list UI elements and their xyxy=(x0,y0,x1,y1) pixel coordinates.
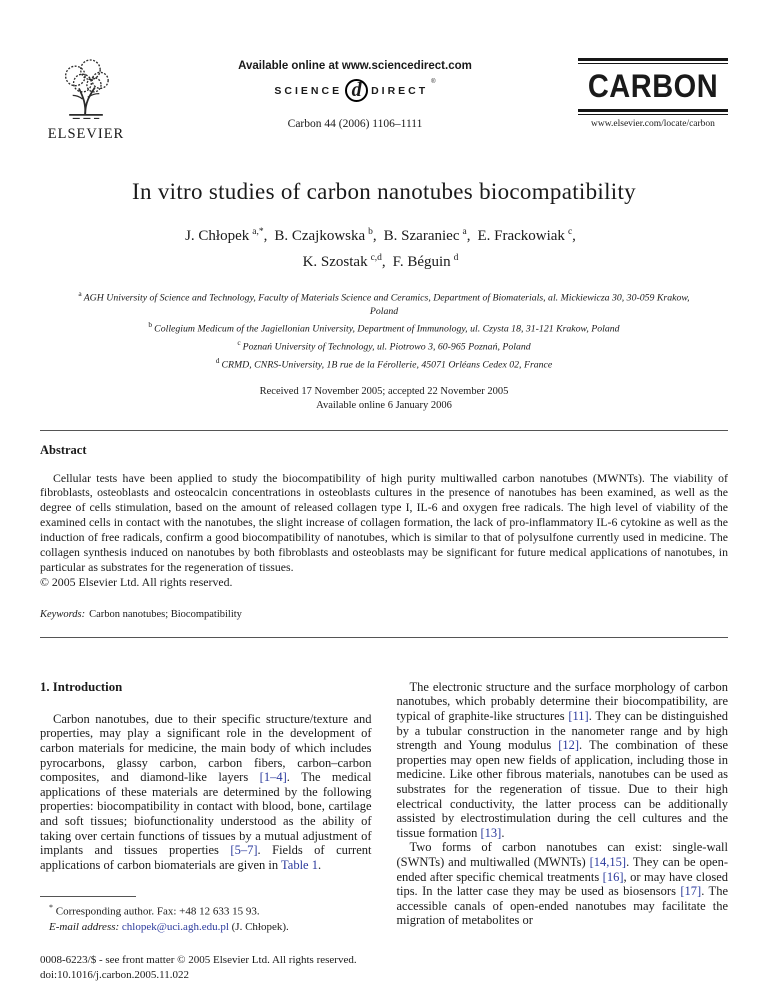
intro-paragraph-3 xyxy=(397,840,729,928)
author: F. Béguin $^d$ xyxy=(392,253,459,270)
affiliation-a: $^a$ AGH University of Science and Technology, Faculty of Materials Science and Ceramics, Department of Biomaterials, al. Mickiewicza 30, 30-059 Krakow, Poland xyxy=(78,289,690,317)
body-columns xyxy=(40,680,728,983)
article-title: In vitro studies of carbon nanotubes biocompatibility xyxy=(132,179,636,204)
journal-url: www.elsevier.com/locate/carbon xyxy=(591,119,715,129)
author: B. Czajkowska $^b$, xyxy=(274,227,377,244)
citation-link[interactable]: Table 1 xyxy=(281,857,318,872)
intro-paragraph-1 xyxy=(40,712,372,873)
elsevier-tree-icon xyxy=(55,58,117,124)
citation-link[interactable]: [5–7] xyxy=(230,843,258,858)
abstract-heading: Abstract xyxy=(40,442,87,457)
author-list xyxy=(40,221,728,273)
section-divider xyxy=(40,430,728,431)
corresponding-author-footnote xyxy=(40,896,372,934)
citation-link[interactable]: [12] xyxy=(558,738,580,753)
available-online-date: Available online 6 January 2006 xyxy=(316,399,452,411)
author: B. Szaraniec $^a$, xyxy=(383,227,471,244)
carbon-journal-logo xyxy=(578,58,728,129)
journal-header xyxy=(40,58,728,143)
abstract-text: Cellular tests have been applied to study the biocompatibility of high purity multiwalled carbon nanotubes (MWNTs). The viability of fibroblasts, osteoblasts and osteocalcin concentrations in osteoblasts cultures in the presence of nanotubes has been examined, as well as the degree of cells stimulation, based on the amount of released collagen type I, IL-6 and oxygen free radicals. The high level of viability of the examined cells in contact with the nanotubes, the slight increase of collagen formation, the lack of pro-inflammatory IL-6 cytokine as well as the induction of free radicals, confirm a good biocompatibility of nanotubes, which is similar to that of polysulfone currently used in medicine. The collagen synthesis induced on nanotubes by both fibroblasts and osteoblasts may be significant for future medical applications of nanotubes, in particular as substrates for the regeneration of tissues. xyxy=(40,470,728,574)
email-link[interactable]: chlopek@uci.agh.edu.pl xyxy=(121,920,229,933)
direct-wordmark: DIRECT xyxy=(371,84,429,97)
carbon-wordmark: CARBON xyxy=(587,69,719,105)
registered-mark: ® xyxy=(431,79,436,85)
received-dates: Received 17 November 2005; accepted 22 November 2005 xyxy=(259,385,509,397)
text-run: , or may have closed tips. In the latter case they may be used as biosensors xyxy=(396,869,728,899)
author: J. Chłopek $^{a,*}$, xyxy=(185,227,268,244)
text-run: . Fields of current applications of carbon biomaterials are given in xyxy=(40,843,372,872)
abstract-section xyxy=(40,443,728,620)
sciencedirect-logo xyxy=(132,79,578,102)
keywords-label: Keywords: xyxy=(40,608,86,620)
elsevier-logo xyxy=(40,58,132,143)
elsevier-wordmark: ELSEVIER xyxy=(47,126,125,142)
affiliations xyxy=(40,287,728,372)
footnote-email-line: E-mail address: chlopek@uci.agh.edu.pl (J. Chłopek). xyxy=(49,920,289,933)
keywords-line xyxy=(40,609,728,620)
d-in-circle-icon: d xyxy=(345,79,368,102)
text-run: . The combination of these properties may open new fields of application, including those in medicine. Like other fibrous materials, nanotubes can be used as substrates for the regeneration of tissue. Due to their high electrical conductivity, the latter process can be additionally assisted by electrostimulation during the cell cultures and the tissue formation xyxy=(396,738,728,840)
citation-link[interactable]: [11] xyxy=(568,709,589,723)
authors-line-1 xyxy=(40,221,728,247)
citation-link[interactable]: [13] xyxy=(480,825,502,840)
science-wordmark: SCIENCE xyxy=(274,84,343,97)
text-run: . The accessible canals of open-ended nanotubes may facilitate the migration of metabolites or xyxy=(396,884,728,928)
publisher-footer xyxy=(40,953,372,983)
double-rule-top xyxy=(578,58,728,64)
text-run: . xyxy=(317,857,322,872)
author: E. Frackowiak $^c$, xyxy=(477,227,576,244)
footnote-line-1: * Corresponding author. Fax: +48 12 633 15 93. xyxy=(49,903,260,918)
author: K. Szostak $^{c,d}$, xyxy=(302,253,386,270)
copyright-line: © 2005 Elsevier Ltd. All rights reserved. xyxy=(40,574,233,589)
text-run: . They can be open-ended after specific chemical treatments xyxy=(396,854,728,884)
text-run: Two forms of carbon nanotubes can exist: single-wall (SWNTs) and multiwalled (MWNTs) xyxy=(396,840,728,869)
text-run: . They can be distinguished by a tubular construction in the nanometer range and by high strength and Young modulus xyxy=(396,709,728,753)
citation-link[interactable]: [17] xyxy=(680,884,702,899)
available-online-text: Available online at www.sciencedirect.com xyxy=(238,60,472,72)
keywords-values: Carbon nanotubes; Biocompatibility xyxy=(89,608,242,620)
text-run: Carbon nanotubes, due to their specific structure/texture and properties, may play a significant role in the development of carbon materials for medicine, the main body of which includes pyrocarbons, glassy carbon, carbon fibers, carbon–carbon composites, and diamond-like layers xyxy=(40,711,372,785)
affiliation-d: $^d$ CRMD, CNRS-University, 1B rue de la Férollerie, 45071 Orléans Cedex 02, France xyxy=(215,355,553,371)
affiliation-b: $^b$ Collegium Medicum of the Jagiellonian University, Department of Immunology, ul. Czysta 18, 31-121 Krakow, Poland xyxy=(148,320,620,335)
text-run: The electronic structure and the surface morphology of carbon nanotubes, which probably determine their biocompatibility, are typical of graphite-like structures xyxy=(396,679,728,723)
introduction-heading: 1. Introduction xyxy=(40,679,123,694)
doi-line: doi:10.1016/j.carbon.2005.11.022 xyxy=(40,969,189,981)
journal-reference: Carbon 44 (2006) 1106–1111 xyxy=(287,118,423,130)
citation-link[interactable]: [14,15] xyxy=(589,854,627,869)
intro-paragraph-2 xyxy=(397,680,729,841)
footnote-rule xyxy=(40,896,136,897)
issn-copyright-line: 0008-6223/$ - see front matter © 2005 Elsevier Ltd. All rights reserved. xyxy=(40,954,357,966)
header-center xyxy=(132,58,578,130)
section-divider xyxy=(40,637,728,638)
text-run: . xyxy=(501,825,505,840)
citation-link[interactable]: [1–4] xyxy=(259,770,287,785)
right-column xyxy=(397,680,729,983)
article-history xyxy=(40,385,728,413)
double-rule-bottom xyxy=(578,109,728,115)
affiliation-c: $^c$ Poznań University of Technology, ul. Piotrowo 3, 60-965 Poznań, Poland xyxy=(237,338,531,353)
authors-line-2 xyxy=(40,247,728,273)
text-run: . The medical applications of these materials are determined by the following properties: biocompatibility in contact with blood, bone, cartilage and soft tissues; biofunctionality understood as the ability of taking over certain functions of tissues by a mutual adjustment of implants and tissues properties xyxy=(40,770,372,858)
citation-link[interactable]: [16] xyxy=(602,869,624,884)
left-column xyxy=(40,680,372,983)
